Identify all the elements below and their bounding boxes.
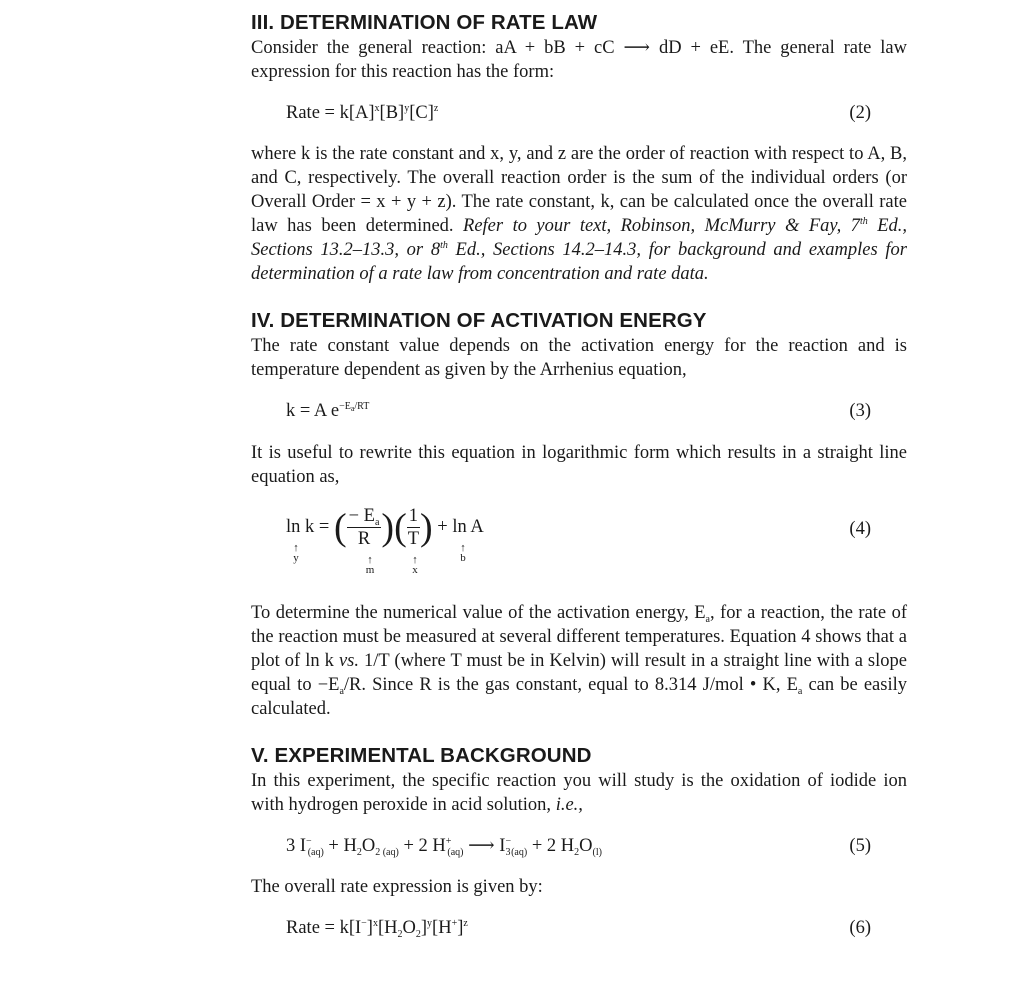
equation-5: 3 $I^-_{(aq)} + H_2O_{2 (aq)} + 2$ $H^+_{(aq)}$ ⟶ $I_3^-_{(aq)} + 2$ $H_2O_{(l)}$ (5)	[286, 836, 871, 858]
y-label: ↑ y	[293, 542, 299, 564]
b-label: ↑ b	[460, 542, 466, 564]
section-heading-rate-law: III. DETERMINATION OF RATE LAW	[251, 11, 598, 34]
up-arrow-icon: ↑	[412, 554, 418, 566]
up-arrow-icon: ↑	[460, 542, 466, 554]
equation-number: (4)	[849, 519, 871, 539]
up-arrow-icon: ↑	[367, 554, 373, 566]
equation-2: Rate = $k[A]^x[B]^y[C]^z$ (2)	[286, 103, 871, 123]
section-heading-experimental-background: V. EXPERIMENTAL BACKGROUND	[251, 744, 592, 767]
equation-6: Rate = $k[I^-]^x[H_2O_2]^y[H^+]^z$ (6)	[286, 918, 871, 940]
reaction-arrow-icon: ⟶	[623, 38, 651, 58]
paragraph-oxidation: In this experiment, the specific reaction you will study is the oxidation of iodide ion with hydrogen peroxide in acid solution, i.e.,	[251, 771, 907, 815]
document-page	[251, 10, 907, 940]
m-label: ↑ m	[365, 554, 375, 576]
paragraph-general-reaction: Consider the general reaction: aA + bB + cC ⟶ dD + eE. The general rate law expression for this reaction has the form:	[251, 38, 907, 82]
equation-number: (5)	[849, 836, 871, 856]
reaction-arrow-icon: ⟶	[463, 836, 500, 856]
paragraph-rate-constant: where k is the rate constant and x, y, and z are the order of reaction with respect to A, B, and C, respectively. The overall reaction order is the sum of the individual orders (or Overall Order = x + y + z). The rate constant, k, can be calculated once the overall rate law has been determined. Refer to your text, Robinson, McMurry & Fay, 7th Ed., Sections 13.2–13.3, or 8th Ed., Sections 14.2–14.3, for background and examples for determination of a rate law from concentration and rate data.	[251, 144, 907, 284]
paragraph-rate-expression: The overall rate expression is given by:	[251, 877, 543, 897]
section-heading-activation-energy: IV. DETERMINATION OF ACTIVATION ENERGY	[251, 309, 707, 332]
equation-number: (3)	[849, 401, 871, 421]
x-label: ↑ x	[412, 554, 418, 576]
equation-number: (6)	[849, 918, 871, 938]
paragraph-log-form: It is useful to rewrite this equation in logarithmic form which results in a straight line equation as,	[251, 443, 907, 487]
paragraph-arrhenius: The rate constant value depends on the activation energy for the reaction and is temperature dependent as given by the Arrhenius equation,	[251, 336, 907, 380]
paragraph-activation-calculation: To determine the numerical value of the activation energy, $E_a$, for a reaction, the rate of the reaction must be measured at several different temperatures. Equation 4 shows that a plot of ln k vs. 1/T (where T must be in Kelvin) will result in a straight line with a slope equal to $-E_a/R$. Since R is the gas constant, equal to 8.314 J/mol • K, $E_a$ can be easily calculated.	[251, 603, 907, 719]
equation-3: k = A $e^{-E_a/RT}$ (3)	[286, 401, 871, 421]
equation-number: (2)	[849, 103, 871, 123]
up-arrow-icon: ↑	[293, 542, 299, 554]
equation-4: ln k = ( $\frac{- E_a}{R}$ )( $\frac{1}{T}$ ) + ln A (4) ↑ y ↑ m ↑ x ↑ b	[286, 506, 871, 576]
